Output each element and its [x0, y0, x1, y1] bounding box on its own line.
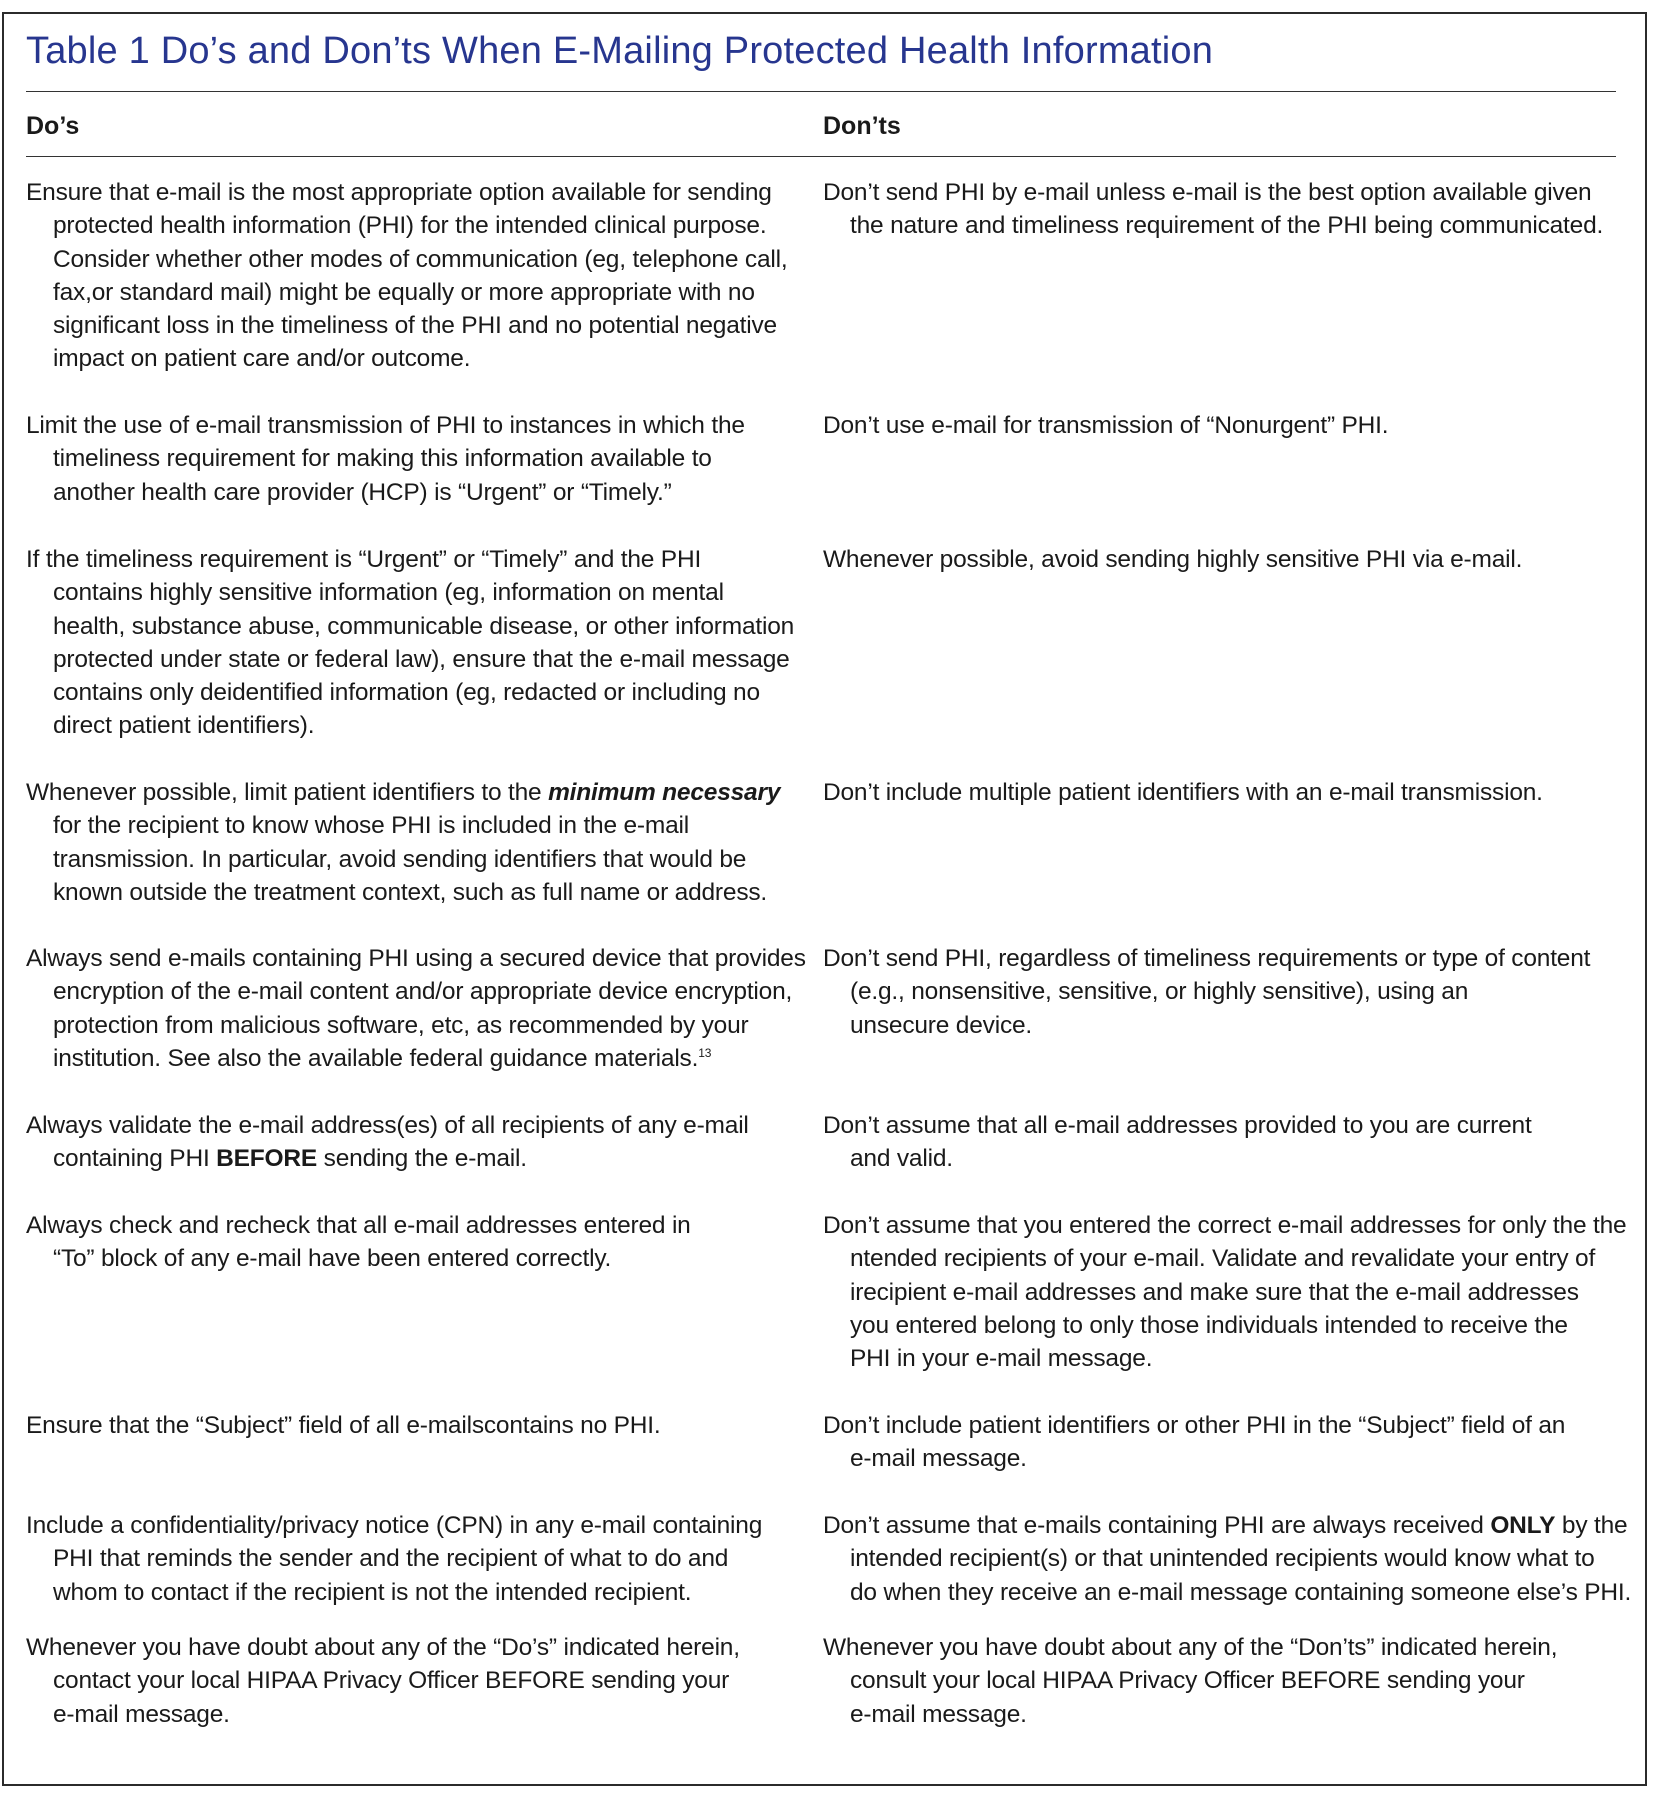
- column-header-donts: Don’ts: [823, 112, 901, 140]
- dont-cell: [823, 1509, 1632, 1609]
- do-text-line: Whenever you have doubt about any of the “Do’s” indicated herein,: [26, 1634, 740, 1661]
- do-cell: [26, 1631, 806, 1731]
- do-text-line: PHI that reminds the sender and the recipient of what to do and: [53, 1545, 729, 1573]
- table-row: [26, 1509, 1632, 1631]
- do-cell: [26, 409, 806, 509]
- table-row: [26, 1631, 1621, 1741]
- dont-text-line: PHI in your e-mail message.: [850, 1345, 1153, 1373]
- do-text-line: timeliness requirement for making this information available to: [53, 445, 712, 473]
- do-cell: [26, 543, 806, 743]
- do-text-line: Ensure that the “Subject” field of all e-mailscontains no PHI.: [26, 1412, 661, 1439]
- table-body: [26, 176, 1632, 1741]
- do-text-line: protected health information (PHI) for the intended clinical purpose.: [53, 212, 767, 240]
- do-text-line: whom to contact if the recipient is not the intended recipient.: [53, 1578, 692, 1606]
- do-text-line: significant loss in the timeliness of the PHI and no potential negative: [53, 312, 777, 340]
- dont-text-line: intended recipient(s) or that unintended recipients would know what to: [850, 1545, 1595, 1573]
- table-row: [26, 942, 1621, 1109]
- do-cell: [26, 942, 806, 1075]
- dont-text-line: e-mail message.: [850, 1700, 1027, 1728]
- do-text-line: direct patient identifiers).: [53, 712, 315, 740]
- dont-text-line: e-mail message.: [850, 1445, 1027, 1473]
- do-cell: [26, 176, 806, 376]
- do-text-line: protection from malicious software, etc, as recommended by your: [53, 1011, 749, 1039]
- do-text-segment: institution. See also the available federal guidance materials.: [53, 1044, 699, 1072]
- do-text-line: Consider whether other modes of communication (eg, telephone call,: [53, 245, 788, 273]
- dont-text-line: consult your local HIPAA Privacy Officer BEFORE sending your: [850, 1667, 1525, 1695]
- dont-cell: [823, 1409, 1621, 1476]
- do-text-line: protected under state or federal law), ensure that the e-mail message: [53, 645, 790, 673]
- dont-text-line: Don’t include multiple patient identifiers with an e-mail transmission.: [823, 779, 1543, 806]
- dont-cell: [823, 409, 1621, 442]
- table-row: [26, 176, 1621, 409]
- dont-text-segment: by the: [1555, 1512, 1628, 1539]
- do-text-line: encryption of the e-mail content and/or appropriate device encryption,: [53, 978, 793, 1006]
- dont-cell: [823, 1109, 1621, 1176]
- dont-text-segment: Don’t assume that e-mails containing PHI are always received: [823, 1512, 1491, 1539]
- dont-text-line: ntended recipients of your e-mail. Validate and revalidate your entry of: [850, 1245, 1596, 1273]
- dont-cell: [823, 942, 1621, 1042]
- dont-cell: [823, 543, 1621, 576]
- do-text-line: contains highly sensitive information (eg, information on mental: [53, 579, 724, 607]
- table-row: [26, 776, 1621, 942]
- do-text-line: Always check and recheck that all e-mail addresses entered in: [26, 1212, 691, 1239]
- title-rule: [26, 91, 1616, 92]
- do-text-line: [26, 1042, 806, 1075]
- do-text-line: If the timeliness requirement is “Urgent” or “Timely” and the PHI: [26, 546, 702, 573]
- dont-text-line: Don’t include patient identifiers or other PHI in the “Subject” field of an: [823, 1412, 1566, 1439]
- table-row: [26, 543, 1621, 776]
- dont-text-line: Don’t use e-mail for transmission of “Nonurgent” PHI.: [823, 412, 1389, 439]
- table-title: Table 1 Do’s and Don’ts When E-Mailing Protected Health Information: [26, 30, 1214, 72]
- table-row: [26, 409, 1621, 543]
- table-row: [26, 1109, 1621, 1209]
- do-text-line: [26, 1142, 806, 1175]
- dont-text-line: (e.g., nonsensitive, sensitive, or highly sensitive), using an: [850, 978, 1469, 1006]
- do-text-line: Ensure that e-mail is the most appropriate option available for sending: [26, 179, 772, 206]
- dont-text-line: Don’t assume that all e-mail addresses provided to you are current: [823, 1112, 1532, 1139]
- header-rule: [26, 156, 1616, 157]
- do-text-line: “To” block of any e-mail have been entered correctly.: [53, 1245, 612, 1273]
- table-row: [26, 1409, 1621, 1509]
- do-text-line: fax,or standard mail) might be equally or more appropriate with no: [53, 278, 755, 306]
- do-text-line: known outside the treatment context, such as full name or address.: [53, 878, 768, 906]
- do-text-line: Always validate the e-mail address(es) of all recipients of any e-mail: [26, 1112, 749, 1139]
- dont-cell: [823, 776, 1621, 809]
- do-text-line: for the recipient to know whose PHI is included in the e-mail: [53, 812, 690, 840]
- emphasis-minimum-necessary: minimum necessary: [548, 779, 781, 806]
- table-row: [26, 1209, 1627, 1409]
- do-cell: [26, 1109, 806, 1176]
- do-text-line: Include a confidentiality/privacy notice (CPN) in any e-mail containing: [26, 1512, 763, 1539]
- do-text-line: contains only deidentified information (eg, redacted or including no: [53, 679, 760, 707]
- do-text-line: Always send e-mails containing PHI using a secured device that provides: [26, 945, 806, 972]
- dont-text-line: do when they receive an e-mail message containing someone else’s PHI.: [850, 1578, 1632, 1606]
- dont-text-line: unsecure device.: [850, 1011, 1033, 1039]
- dont-text-line: Whenever you have doubt about any of the “Don’ts” indicated herein,: [823, 1634, 1558, 1661]
- dont-text-line: and valid.: [850, 1145, 953, 1173]
- emphasis-only: ONLY: [1490, 1512, 1556, 1539]
- do-text-line: e-mail message.: [53, 1700, 230, 1728]
- do-text-line: transmission. In particular, avoid sending identifiers that would be: [53, 845, 747, 873]
- do-text-line: Limit the use of e-mail transmission of PHI to instances in which the: [26, 412, 745, 439]
- do-text-line: health, substance abuse, communicable disease, or other information: [53, 612, 795, 640]
- do-cell: [26, 776, 806, 909]
- reference-superscript: 13: [698, 1045, 712, 1060]
- dont-text-line: irecipient e-mail addresses and make sure that the e-mail addresses: [850, 1278, 1579, 1306]
- column-header-dos: Do’s: [26, 112, 80, 140]
- do-text-line: impact on patient care and/or outcome.: [53, 345, 471, 373]
- do-cell: [26, 1209, 806, 1276]
- dont-text-line: Don’t assume that you entered the correct e-mail addresses for only the the: [823, 1212, 1627, 1239]
- do-cell: [26, 1409, 806, 1442]
- dont-text-line: Don’t send PHI, regardless of timeliness requirements or type of content: [823, 945, 1591, 972]
- dont-text-line: Whenever possible, avoid sending highly sensitive PHI via e-mail.: [823, 546, 1523, 573]
- do-text-line: [26, 776, 806, 809]
- do-text-line: another health care provider (HCP) is “Urgent” or “Timely.”: [53, 478, 672, 506]
- dont-cell: [823, 1209, 1627, 1375]
- dont-cell: [823, 1631, 1621, 1731]
- do-text-segment: containing PHI: [53, 1145, 217, 1173]
- do-text-segment: sending the e-mail.: [317, 1145, 527, 1173]
- dont-text-line: Don’t send PHI by e-mail unless e-mail is the best option available given: [823, 179, 1592, 206]
- dont-text-line: the nature and timeliness requirement of the PHI being communicated.: [850, 212, 1604, 240]
- do-cell: [26, 1509, 806, 1609]
- emphasis-before: BEFORE: [216, 1145, 318, 1173]
- do-text-line: contact your local HIPAA Privacy Officer BEFORE sending your: [53, 1667, 730, 1695]
- do-text-segment: Whenever possible, limit patient identifiers to the: [26, 779, 549, 806]
- dont-text-line: [823, 1509, 1628, 1542]
- dont-text-line: you entered belong to only those individuals intended to receive the: [850, 1311, 1568, 1339]
- dont-cell: [823, 176, 1621, 243]
